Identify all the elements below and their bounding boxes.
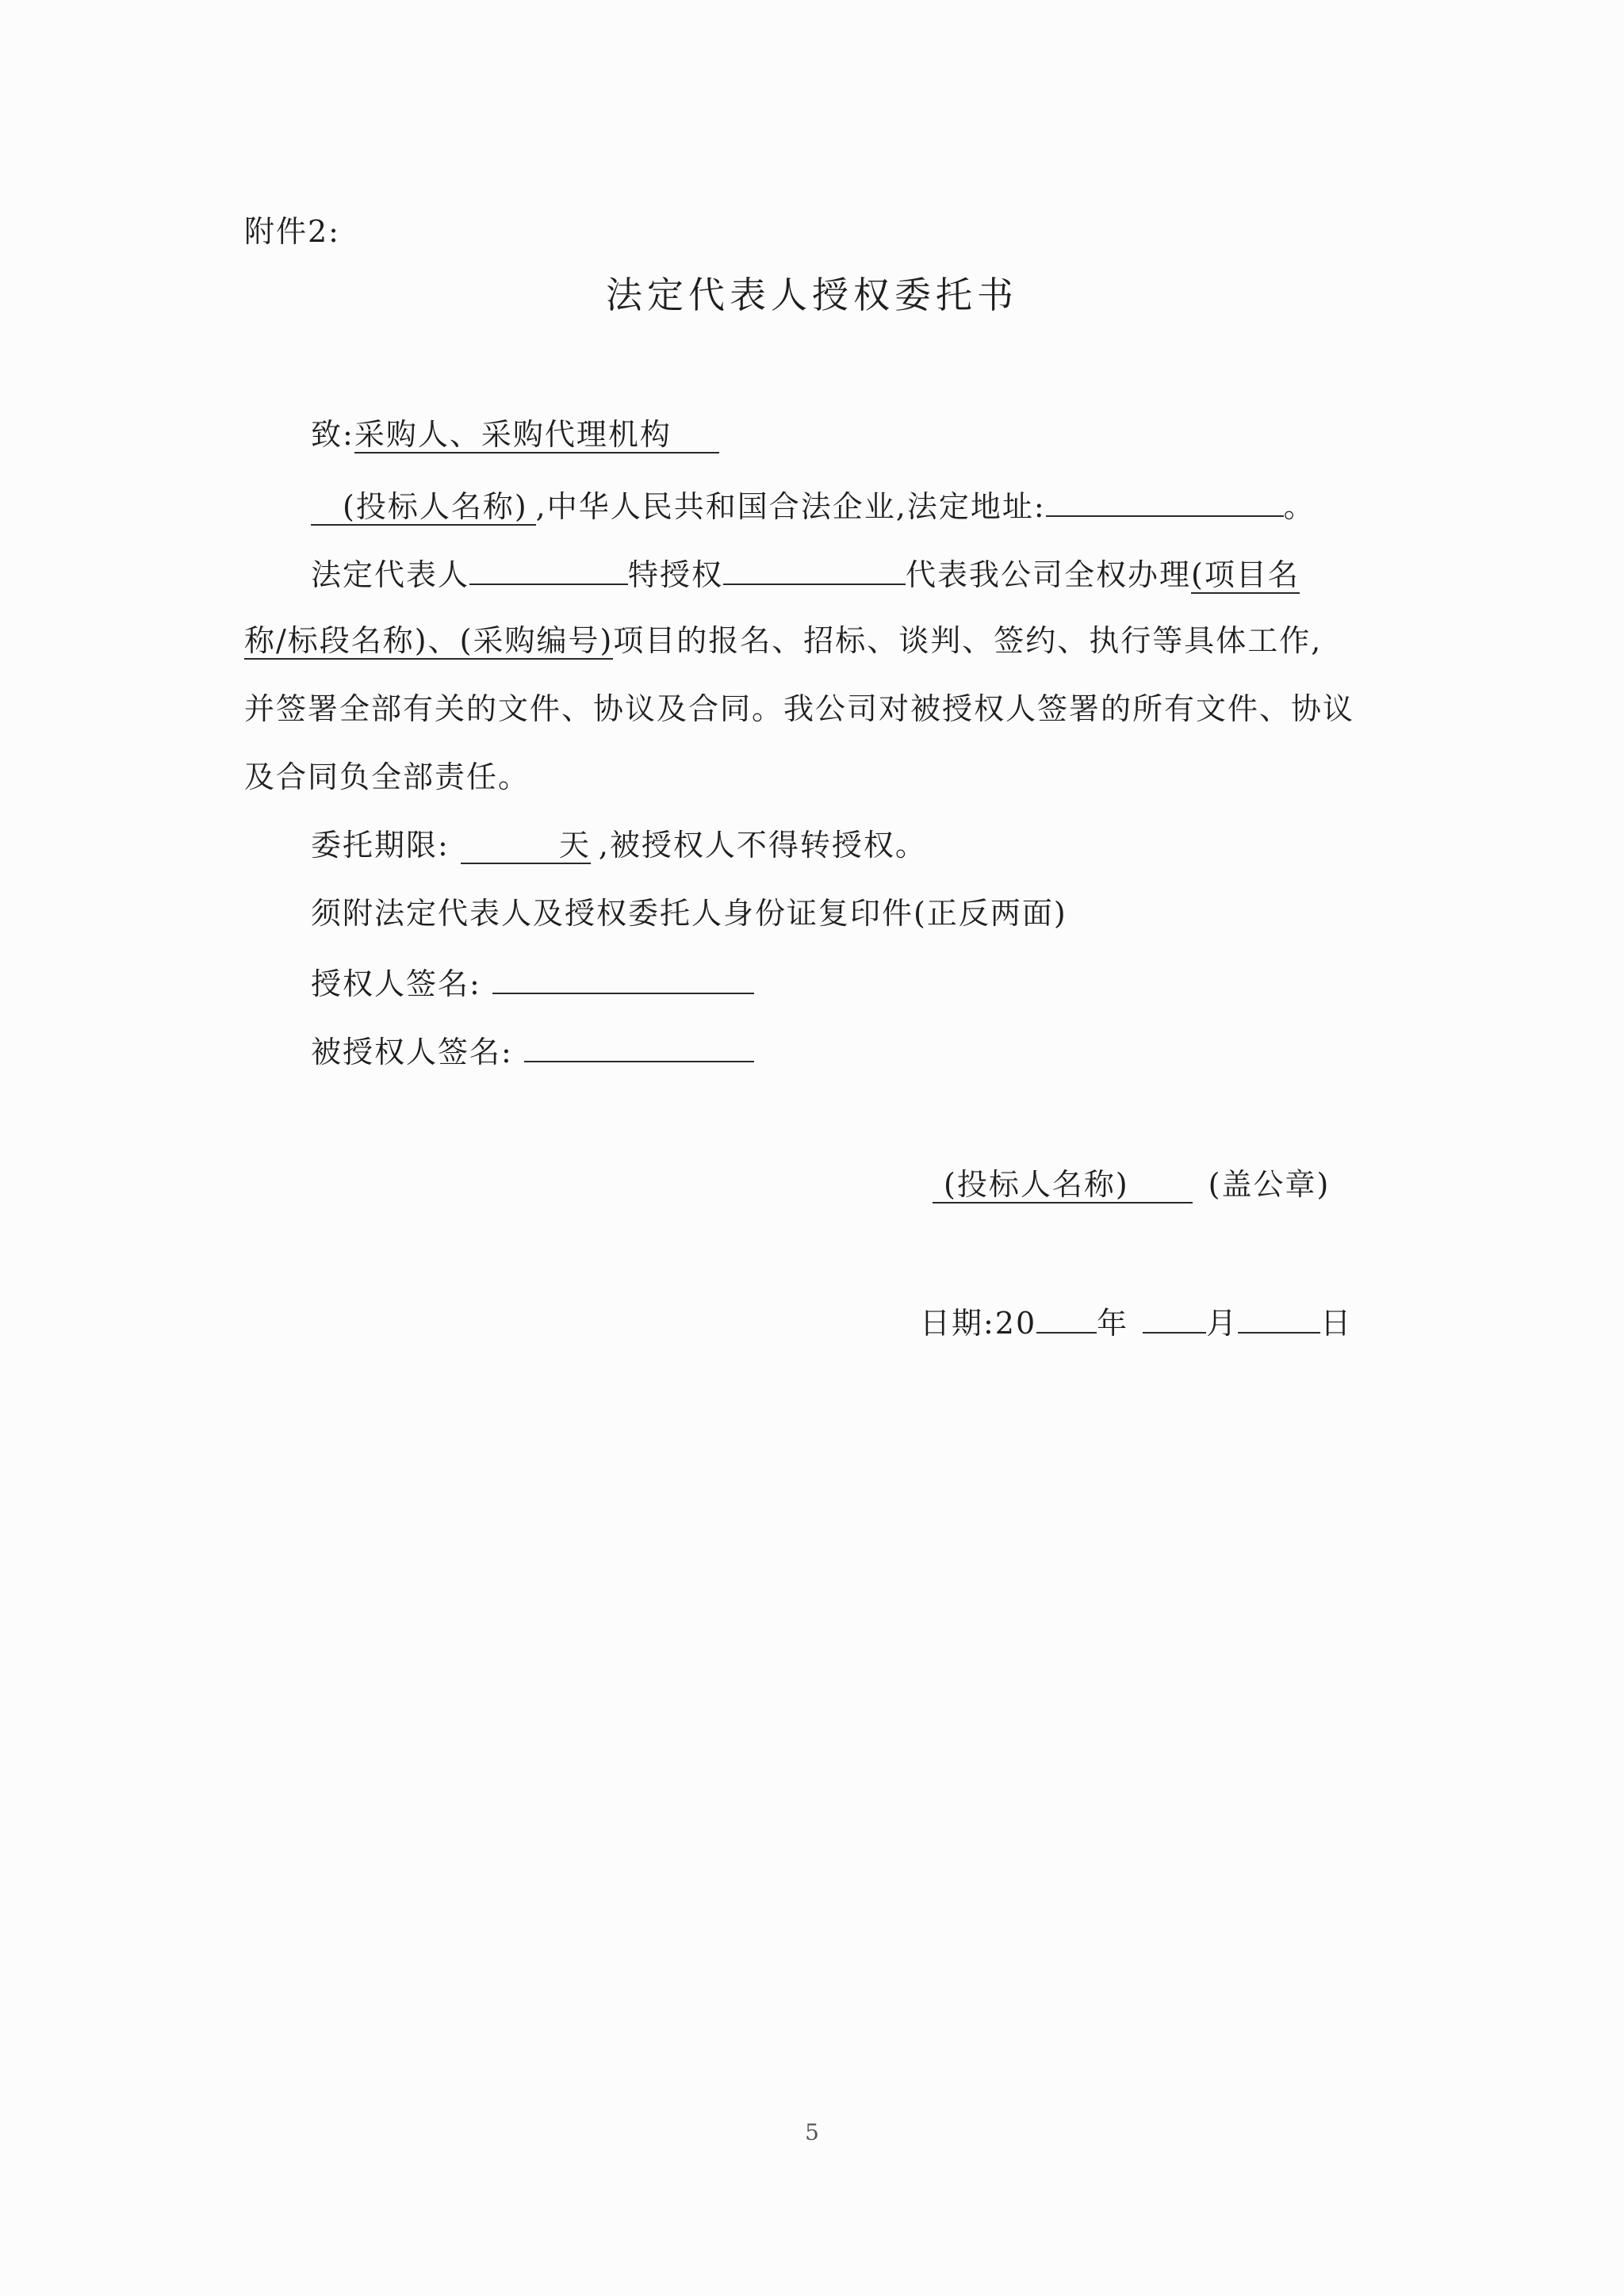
authorizer-signature-label: 授权人签名: <box>311 966 481 1001</box>
auth-para-line-4: 及合同负全部责任。 <box>244 760 530 794</box>
term-line <box>311 826 927 864</box>
bidder-line-text: ,中华人民共和国合法企业,法定地址: <box>535 489 1046 524</box>
month-blank <box>1143 1302 1206 1334</box>
seal-bidder-name: (投标人名称) <box>933 1167 1193 1203</box>
auth-para-line-1 <box>311 553 1300 594</box>
authorizer-signature-line <box>311 962 754 1003</box>
authorized-signature-line <box>311 1031 754 1071</box>
term-days-field: 天 <box>461 828 591 864</box>
date-line <box>920 1302 1352 1342</box>
project-name-field-start: (项目名 <box>1191 557 1300 592</box>
month-label: 月 <box>1206 1306 1239 1341</box>
authorizer-signature-blank <box>492 962 754 994</box>
legal-address-blank <box>1046 485 1284 517</box>
project-name-field-end: 称/标段名称)、(采购编号) <box>244 623 614 658</box>
attachment-label: 附件2: <box>244 214 340 249</box>
date-prefix: 日期:20 <box>920 1306 1037 1341</box>
handle-text: 代表我公司全权办理 <box>906 557 1192 592</box>
attachment-note: 须附法定代表人及授权委托人身份证复印件(正反两面) <box>311 896 1067 931</box>
seal-line <box>933 1165 1330 1203</box>
legal-rep-blank <box>469 553 628 585</box>
bidder-line <box>311 485 1316 526</box>
bidder-line-end: 。 <box>1283 489 1316 524</box>
to-line <box>311 415 719 453</box>
authorize-label: 特授权 <box>628 557 724 592</box>
legal-rep-label: 法定代表人 <box>311 557 470 592</box>
term-text: ,被授权人不得转授权。 <box>598 828 927 863</box>
to-prefix: 致: <box>311 417 354 452</box>
authorized-signature-label: 被授权人签名: <box>311 1035 513 1070</box>
year-blank <box>1036 1302 1097 1334</box>
seal-label: (盖公章) <box>1208 1167 1331 1202</box>
day-blank <box>1238 1302 1320 1334</box>
document-title: 法定代表人授权委托书 <box>606 274 1018 316</box>
bidder-name-field: (投标人名称) <box>311 489 536 526</box>
year-label: 年 <box>1097 1306 1129 1341</box>
page-number: 5 <box>805 2119 819 2145</box>
auth-para-line-2 <box>244 622 1322 660</box>
auth-para-line-3: 并签署全部有关的文件、协议及合同。我公司对被授权人签署的所有文件、协议 <box>244 691 1355 726</box>
scope-text: 项目的报名、招标、谈判、签约、执行等具体工作, <box>613 623 1323 658</box>
term-label: 委托期限: <box>311 828 450 863</box>
authorized-person-blank <box>723 553 906 585</box>
day-label: 日 <box>1320 1306 1353 1341</box>
recipient-name: 采购人、采购代理机构 <box>354 417 719 453</box>
authorized-signature-blank <box>524 1031 754 1062</box>
